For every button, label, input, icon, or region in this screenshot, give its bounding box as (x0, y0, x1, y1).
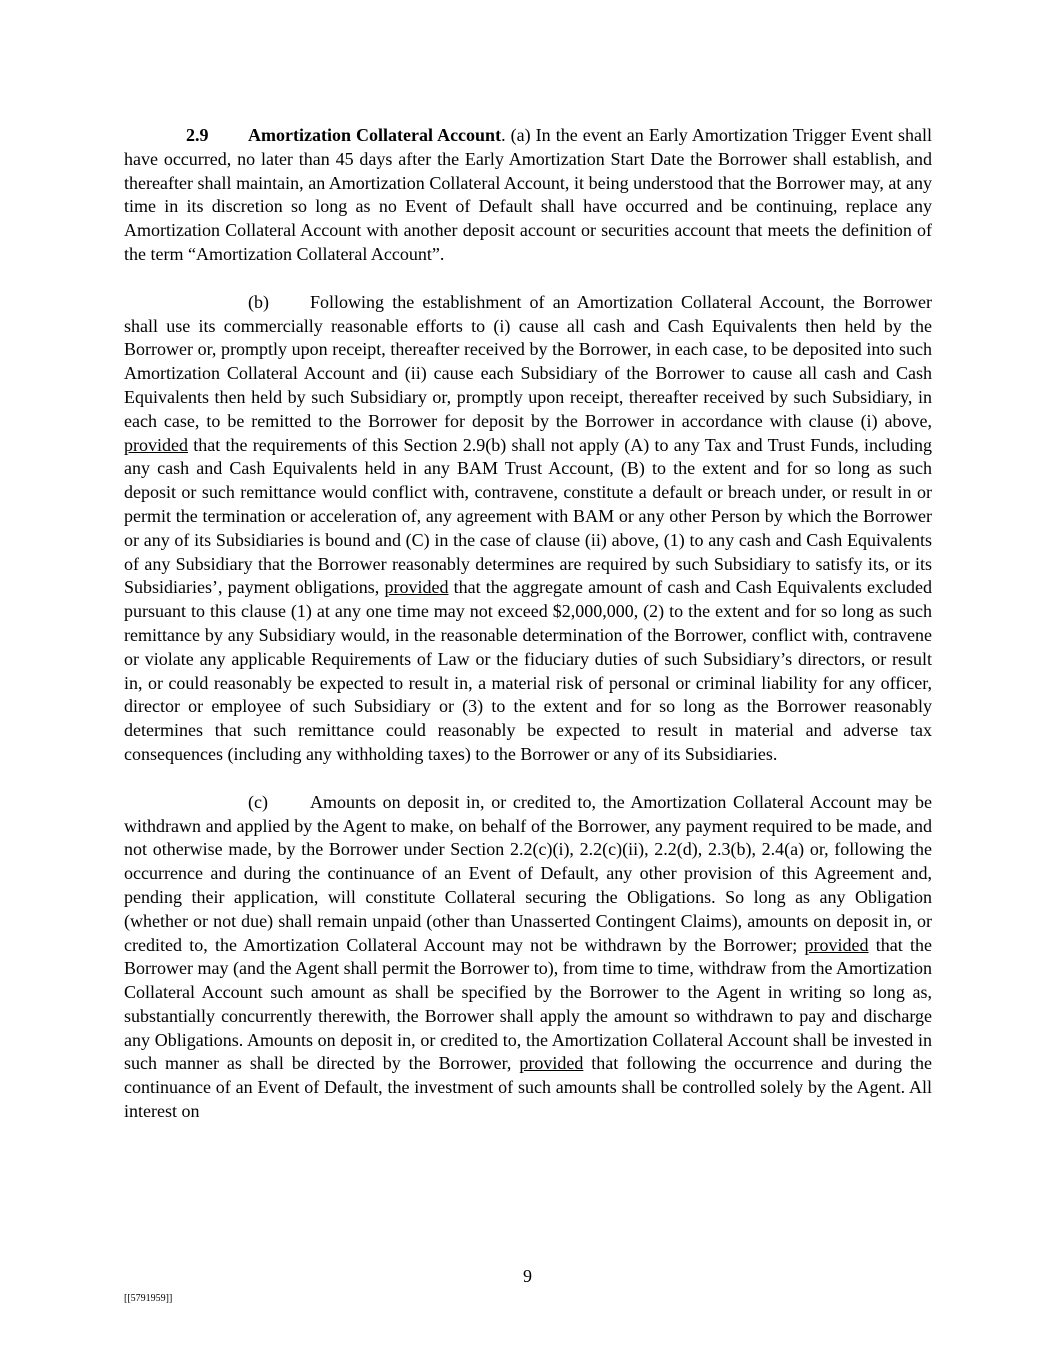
paragraph-a-text: (a) In the event an Early Amortization Trigger Event shall have occurred, no later than 45 days after the Early Amortization Start Date the Borrower shall establish, and thereafter shall maintain, an Amortization Collateral Account, it being understood that the Borrower may, at any time in its discretion so long as no Event of Default shall have occurred and be continuing, replace any Amortization Collateral Account with another deposit account or securities account that meets the definition of the term “Amortization Collateral Account”. (124, 125, 932, 264)
section-number: 2.9 (186, 125, 209, 145)
paragraph-b (124, 291, 932, 767)
section-title-period: . (501, 125, 506, 145)
paragraph-b-label: (b) (248, 291, 269, 312)
paragraph-c-text-1: Amounts on deposit in, or credited to, the Amortization Collateral Account may be withdrawn and applied by the Agent to make, on behalf of the Borrower, any payment required to be made, and not otherwise made, by the Borrower under Section 2.2(c)(i), 2.2(c)(ii), 2.2(d), 2.3(b), 2.4(a) or, following the occurrence and during the continuance of an Event of Default, any other provision of this Agreement and, pending their application, will constitute Collateral securing the Obligations. So long as any Obligation (whether or not due) shall remain unpaid (other than Unasserted Contingent Claims), amounts on deposit in, or credited to, the Amortization Collateral Account may not be withdrawn by the Borrower; (124, 791, 932, 955)
page-number: 9 (523, 1266, 532, 1286)
paragraph-c-label: (c) (248, 791, 268, 812)
paragraph-b-text-3: that the aggregate amount of cash and Cash Equivalents excluded pursuant to this clause (1) at any one time may not exceed $2,000,000, (2) to the extent and for so long as such remittance by any Subsidiary would, in the reasonable determination of the Borrower, conflict with, contravene or violate any applicable Requirements of Law or the fiduciary duties of such Subsidiary’s directors, or result in, or could reasonably be expected to result in, a material risk of personal or criminal liability for any officer, director or employee of such Subsidiary or (3) to the extent and for so long as the Borrower reasonably determines that such remittance could reasonably be expected to result in material and adverse tax consequences (including any withholding taxes) to the Borrower or any of its Subsidiaries. (124, 577, 933, 764)
paragraph-c-provided-1: provided (804, 934, 869, 955)
paragraph-c-provided-2: provided (519, 1053, 584, 1074)
paragraph-c-text-3: that following the occurrence and during the continuance of an Event of Default, the investment of such amounts shall be controlled solely by the Agent. All interest on (124, 1053, 932, 1122)
paragraph-c-text-2: that the Borrower may (and the Agent shall permit the Borrower to), from time to time, withdraw from the Amortization Collateral Account such amount as shall be specified by the Borrower to the Agent in writing so long as, substantially concurrently therewith, the Borrower shall apply the amount so withdrawn to pay and discharge any Obligations. Amounts on deposit in, or credited to, the Amortization Collateral Account shall be invested in such manner as shall be directed by the Borrower, (124, 934, 933, 1074)
paragraph-b-text-2: that the requirements of this Section 2.9(b) shall not apply (A) to any Tax and Trust Funds, including any cash and Cash Equivalents held in any BAM Trust Account, (B) to the extent and for so long as such deposit or such remittance would conflict with, contravene, constitute a default or breach under, or result in or permit the termination or acceleration of, any agreement with BAM or any other Person by which the Borrower or any of its Subsidiaries is bound and (C) in the case of clause (ii) above, (1) to any cash and Cash Equivalents of any Subsidiary that the Borrower reasonably determines are required by such Subsidiary to satisfy its, or its Subsidiaries’, payment obligations, (124, 434, 932, 598)
paragraph-b-provided-1: provided (124, 434, 188, 455)
document-id: [[5791959]] (124, 1293, 173, 1304)
section-title: Amortization Collateral Account (248, 125, 502, 145)
document-page (124, 124, 932, 1148)
paragraph-b-text-1: Following the establishment of an Amortization Collateral Account, the Borrower shall use its commercially reasonable efforts to (i) cause all cash and Cash Equivalents then held by the Borrower or, promptly upon receipt, thereafter received by the Borrower, in each case, to be deposited into such Amortization Collateral Account and (ii) cause each Subsidiary of the Borrower to cause all cash and Cash Equivalents then held by such Subsidiary or, promptly upon receipt, thereafter received by such Subsidiary, in each case, to be remitted to the Borrower for deposit by the Borrower in accordance with clause (i) above, (124, 291, 932, 431)
section-2-9-paragraph-a (124, 124, 932, 267)
paragraph-b-provided-2: provided (384, 577, 449, 598)
paragraph-c (124, 791, 932, 1124)
